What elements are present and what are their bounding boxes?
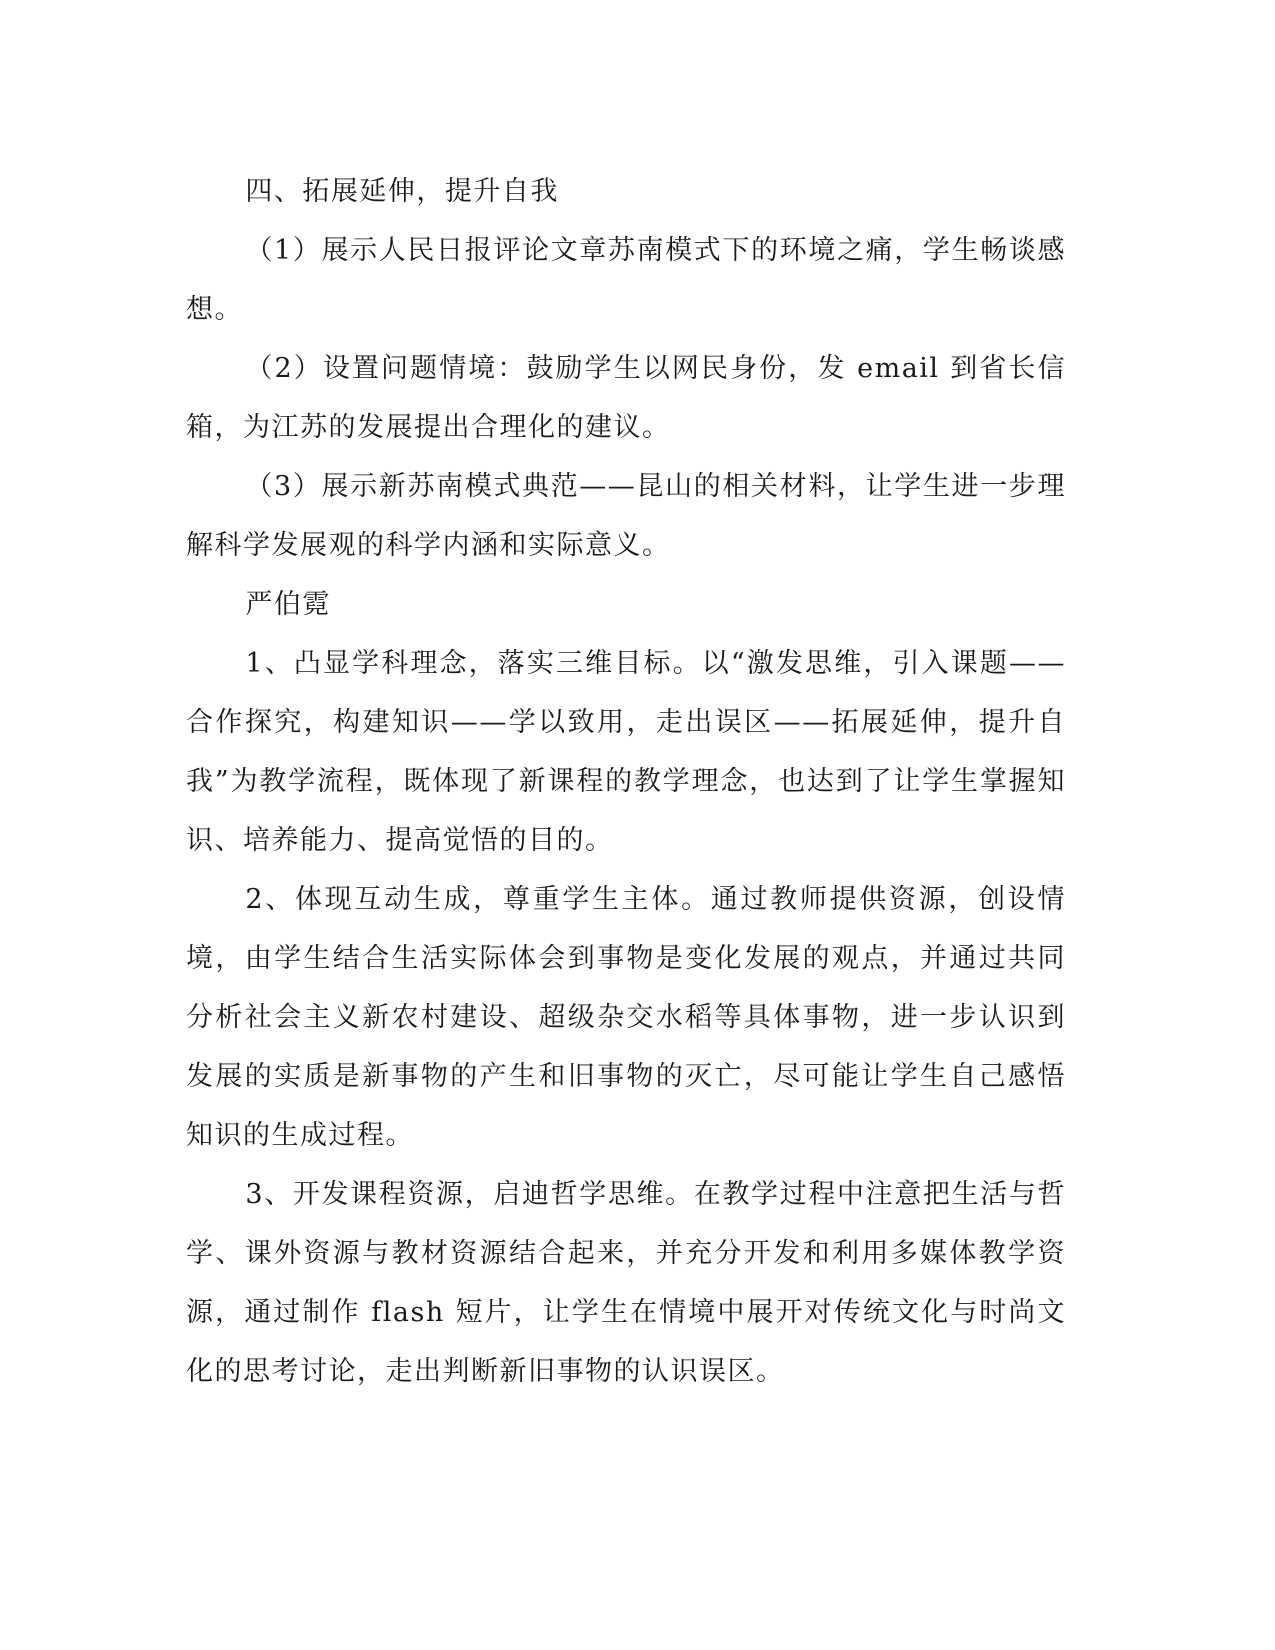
comment-paragraph-2: 2、体现互动生成，尊重学生主体。通过教师提供资源，创设情境，由学生结合生活实际体会到事物是变化发展的观点，并通过共同分析社会主义新农村建设、超级杂交水稻等具体事物，进一步认识到发展的实质是新事物的产生和旧事物的灭亡，尽可能让学生自己感悟知识的生成过程。 — [186, 884, 1066, 1151]
comment-paragraph-3: 3、开发课程资源，启迪哲学思维。在教学过程中注意把生活与哲学、课外资源与教材资源结合起来，并充分开发和利用多媒体教学资源，通过制作 flash 短片，让学生在情境中展开对传统文化与时尚文化的思考讨论，走出判断新旧事物的认识误区。 — [186, 1179, 1066, 1387]
paragraph-item-1: （1）展示人民日报评论文章苏南模式下的环境之痛，学生畅谈感想。 — [186, 235, 1066, 325]
section-heading: 四、拓展延伸，提升自我 — [245, 176, 559, 207]
author-name: 严伯霓 — [245, 589, 331, 620]
paragraph-item-3: （3）展示新苏南模式典范——昆山的相关材料，让学生进一步理解科学发展观的科学内涵和实际意义。 — [186, 471, 1066, 561]
comment-paragraph-1: 1、凸显学科理念，落实三维目标。以“激发思维，引入课题——合作探究，构建知识——学以致用，走出误区——拓展延伸，提升自我”为教学流程，既体现了新课程的教学理念，也达到了让学生掌握知识、培养能力、提高觉悟的目的。 — [186, 648, 1066, 856]
document-body — [186, 162, 1066, 1401]
paragraph-item-2: （2）设置问题情境：鼓励学生以网民身份，发 email 到省长信箱，为江苏的发展提出合理化的建议。 — [186, 353, 1066, 443]
